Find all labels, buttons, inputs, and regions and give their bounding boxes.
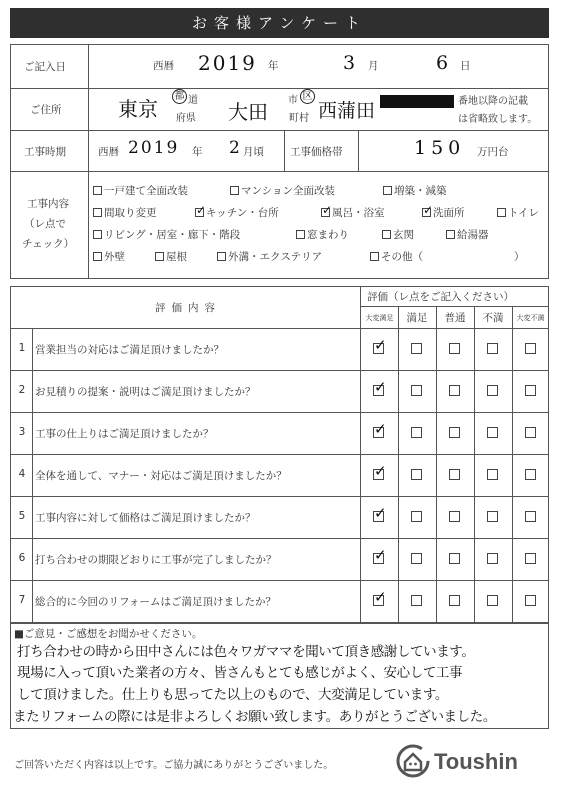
question-number: 1	[18, 342, 26, 354]
address-note-line1: 番地以降の記載	[458, 96, 528, 107]
entry-day-unit: 日	[460, 60, 471, 72]
redaction-block	[380, 95, 454, 108]
content-label-3: チェック）	[22, 238, 75, 250]
rating-checkbox-1[interactable]	[373, 469, 384, 480]
checkbox[interactable]	[321, 208, 330, 217]
rating-checkbox-5[interactable]	[525, 553, 536, 564]
entry-month-unit: 月	[368, 60, 379, 72]
entry-month: 3	[343, 52, 356, 74]
option-2[interactable]: 増築・減築	[383, 183, 447, 198]
option-0[interactable]: 一戸建て全面改装	[93, 183, 188, 198]
question-number: 3	[18, 426, 26, 438]
rating-checkbox-2[interactable]	[411, 385, 422, 396]
checkbox[interactable]	[93, 208, 102, 217]
comment-line-1: 打ち合わせの時から田中さんには色々ワガママを聞いて頂き感謝しています。	[17, 644, 475, 660]
price-unit: 万円台	[477, 146, 509, 158]
option-8[interactable]: リビング・居室・廊下・階段	[93, 227, 240, 242]
question-text: 営業担当の対応はご満足頂けましたか？	[35, 344, 224, 356]
rating-checkbox-5[interactable]	[525, 427, 536, 438]
question-text: 工事内容に対して価格はご満足頂けましたか？	[35, 512, 256, 524]
checkbox[interactable]	[296, 230, 305, 239]
entry-era: 西暦	[153, 60, 174, 72]
rating-checkbox-1[interactable]	[373, 511, 384, 522]
rating-checkbox-5[interactable]	[525, 469, 536, 480]
construction-year-unit: 年	[192, 146, 203, 158]
comment-line-3: して頂けました。仕上りも思ってた以上のもので、大変満足しています。	[17, 687, 448, 703]
address-city: 大田	[228, 100, 268, 124]
address-city-opt3: 町村	[289, 113, 309, 124]
address-city-opt2: 区	[300, 89, 315, 104]
checkbox[interactable]	[383, 186, 392, 195]
construction-label: 工事時期	[24, 146, 66, 158]
rating-checkbox-4[interactable]	[487, 553, 498, 564]
checkbox[interactable]	[497, 208, 506, 217]
construction-month-unit: 月頃	[243, 146, 264, 158]
info-table	[10, 44, 549, 279]
content-label-2: （レ点で	[24, 218, 66, 230]
option-6[interactable]: ✓ 洗面所	[422, 205, 465, 220]
option-14[interactable]: 外溝・エクステリア	[217, 249, 322, 264]
address-pref-opt2: 道	[188, 95, 198, 106]
construction-month: 2	[229, 138, 240, 158]
footer-text: ご回答いただく内容は以上です。ご協力誠にありがとうございました。	[14, 760, 334, 771]
option-11[interactable]: 給湯器	[446, 227, 489, 242]
rating-checkbox-4[interactable]	[487, 427, 498, 438]
rating-checkbox-3[interactable]	[449, 385, 460, 396]
rating-checkbox-1[interactable]	[373, 385, 384, 396]
option-5[interactable]: ✓ 風呂・浴室	[321, 205, 385, 220]
rating-checkbox-4[interactable]	[487, 511, 498, 522]
rating-checkbox-3[interactable]	[449, 427, 460, 438]
comment-line-2: 現場に入って頂いた業者の方々、皆さんもとても感じがよく、安心して工事	[17, 665, 463, 681]
address-city-opt1: 市	[288, 95, 298, 106]
level-0: 大変満足	[365, 314, 394, 322]
question-number: 6	[18, 552, 26, 564]
question-text: 総合的に今回のリフォームはご満足頂けましたか？	[35, 596, 276, 608]
price-label: 工事価格帯	[290, 146, 343, 158]
rating-checkbox-2[interactable]	[411, 469, 422, 480]
question-text: お見積りの提案・説明はご満足頂けましたか？	[35, 386, 256, 398]
option-7[interactable]: トイレ	[497, 205, 539, 220]
address-town: 西蒲田	[318, 100, 376, 122]
eval-header: 評価内容	[155, 302, 221, 314]
rating-checkbox-4[interactable]	[487, 469, 498, 480]
entry-day: 6	[436, 52, 449, 74]
checkbox[interactable]	[446, 230, 455, 239]
rating-checkbox-4[interactable]	[487, 385, 498, 396]
option-15[interactable]: その他（	[370, 249, 423, 264]
rating-checkbox-1[interactable]	[373, 553, 384, 564]
page-title: お客様アンケート	[10, 8, 549, 38]
other-close: ）	[514, 251, 525, 263]
content-label-1: 工事内容	[27, 198, 69, 210]
level-4: 大変不満	[516, 314, 545, 322]
address-note-line2: は省略致します。	[458, 114, 538, 125]
address-pref-opt1: 都	[172, 89, 187, 104]
option-10[interactable]: 玄関	[382, 227, 414, 242]
address-label: ご住所	[30, 104, 62, 116]
question-text: 打ち合わせの期限どおりに工事が完了しましたか？	[35, 554, 277, 566]
rating-checkbox-1[interactable]	[373, 427, 384, 438]
rating-checkbox-2[interactable]	[411, 595, 422, 606]
rating-checkbox-3[interactable]	[449, 595, 460, 606]
checkbox[interactable]	[93, 230, 102, 239]
rating-checkbox-5[interactable]	[525, 595, 536, 606]
checkbox[interactable]	[93, 252, 102, 261]
comment-line-4: またリフォームの際には是非よろしくお願い致します。ありがとうございました。	[13, 709, 496, 725]
checkbox[interactable]	[195, 208, 204, 217]
option-1[interactable]: マンション全面改装	[230, 183, 335, 198]
rating-checkbox-2[interactable]	[411, 553, 422, 564]
question-number: 2	[18, 384, 26, 396]
option-4[interactable]: ✓ キッチン・台所	[195, 205, 279, 220]
question-text: 全体を通して、マナー・対応はご満足頂けましたか？	[35, 470, 287, 482]
brand-name: Toushin	[434, 749, 518, 774]
construction-era: 西暦	[98, 146, 119, 158]
rating-checkbox-3[interactable]	[449, 553, 460, 564]
rating-checkbox-2[interactable]	[411, 427, 422, 438]
price-value: 150	[414, 137, 466, 159]
rating-checkbox-5[interactable]	[525, 343, 536, 354]
address-pref: 東京	[118, 97, 158, 121]
question-text: 工事の仕上りはご満足頂けましたか？	[35, 428, 214, 440]
rating-checkbox-3[interactable]	[449, 343, 460, 354]
level-1: 満足	[406, 312, 428, 324]
rating-checkbox-4[interactable]	[487, 343, 498, 354]
rating-checkbox-5[interactable]	[525, 385, 536, 396]
rating-checkbox-2[interactable]	[411, 343, 422, 354]
rating-header: 評価（レ点をご記入ください）	[367, 291, 514, 303]
entry-date-label: ご記入日	[24, 61, 66, 73]
option-3[interactable]: 間取り変更	[93, 205, 157, 220]
level-2: 普通	[444, 312, 466, 324]
construction-year: 2019	[128, 138, 180, 158]
checkbox[interactable]	[422, 208, 431, 217]
rating-checkbox-4[interactable]	[487, 595, 498, 606]
checkbox[interactable]	[217, 252, 226, 261]
house-logo-icon	[396, 744, 430, 778]
checkbox[interactable]	[155, 252, 164, 261]
option-12[interactable]: 外壁	[93, 249, 125, 264]
rating-checkbox-1[interactable]	[373, 595, 384, 606]
question-number: 7	[18, 594, 26, 606]
entry-year-unit: 年	[268, 60, 279, 72]
rating-checkbox-3[interactable]	[449, 511, 460, 522]
checkbox[interactable]	[93, 186, 102, 195]
checkbox[interactable]	[382, 230, 391, 239]
checkbox[interactable]	[370, 252, 379, 261]
comment-header: ■ご意見・ご感想をお聞かせください。	[14, 628, 203, 640]
rating-checkbox-3[interactable]	[449, 469, 460, 480]
question-number: 4	[18, 468, 26, 480]
level-3: 不満	[482, 312, 504, 324]
rating-checkbox-1[interactable]	[373, 343, 384, 354]
entry-year: 2019	[198, 51, 257, 75]
question-number: 5	[18, 510, 26, 522]
option-9[interactable]: 窓まわり	[296, 227, 349, 242]
option-13[interactable]: 屋根	[155, 249, 187, 264]
rating-checkbox-2[interactable]	[411, 511, 422, 522]
address-pref-opt3: 府県	[176, 113, 196, 124]
brand-logo	[396, 744, 430, 778]
rating-checkbox-5[interactable]	[525, 511, 536, 522]
checkbox[interactable]	[230, 186, 239, 195]
